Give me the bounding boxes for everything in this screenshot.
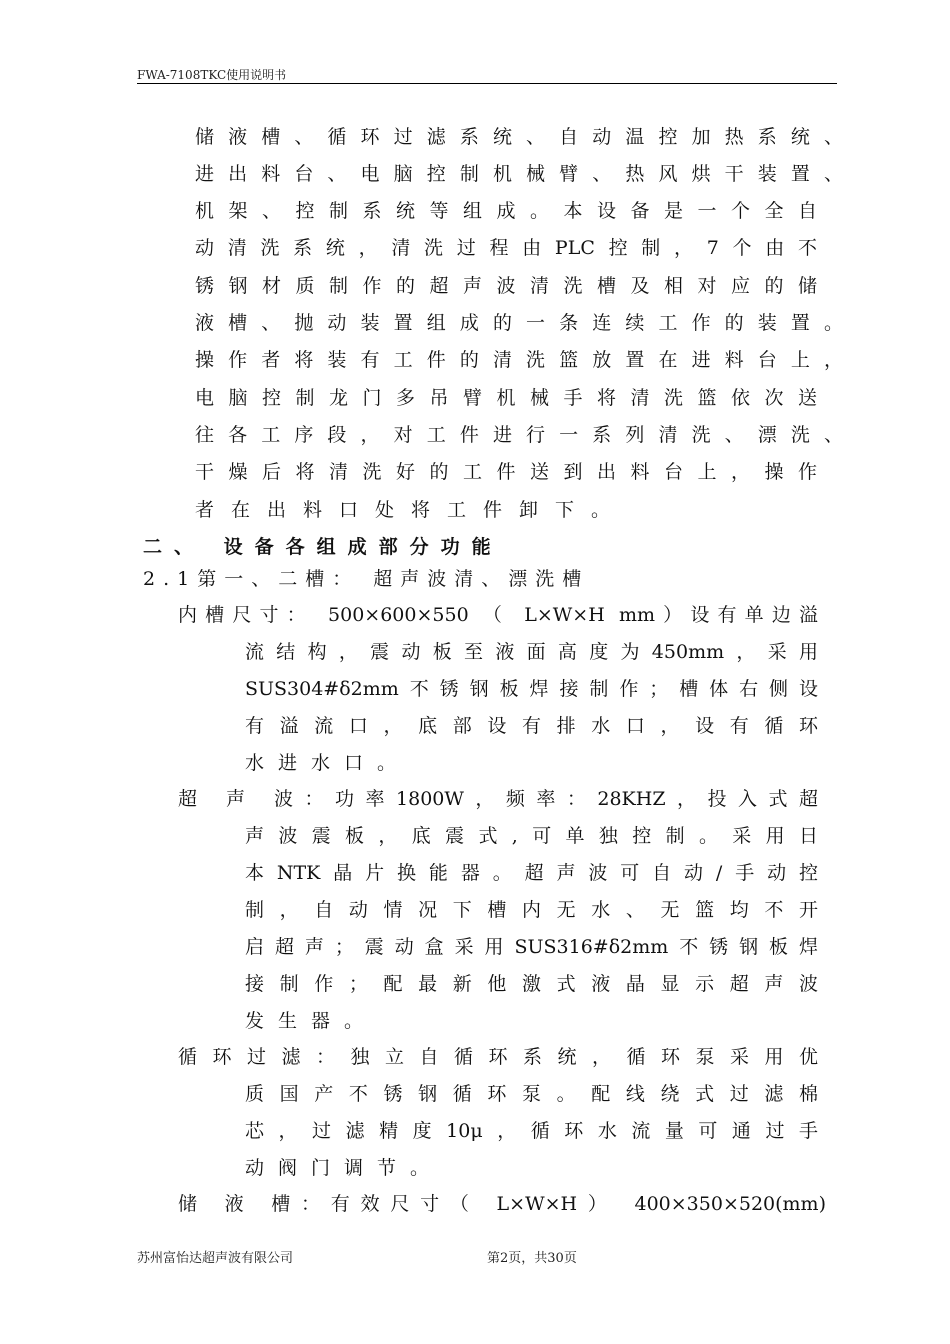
intro-line: 液槽、抛动装置组成的一条连续工作的装置。 — [195, 312, 843, 334]
inner-tank-line: 水进水口。 — [245, 752, 411, 774]
header-rule — [137, 83, 837, 84]
ultrasonic-line: 发生器。 — [245, 1010, 378, 1032]
inner-tank-line: 流结构，震动板至液面高度为450mm，采用 — [245, 641, 818, 663]
circulation-line: 动阀门调节。 — [245, 1157, 444, 1179]
circulation-line: 芯，过滤精度10μ，循环水流量可通过手 — [245, 1120, 818, 1142]
intro-line: 干燥后将清洗好的工件送到出料台上，操作 — [195, 461, 817, 483]
ultrasonic-line: 声波震板，底震式,可单独控制。采用日 — [245, 825, 818, 847]
circulation-line: 质国产不锈钢循环泵。配线绕式过滤棉 — [245, 1083, 818, 1105]
intro-line: 储液槽、循环过滤系统、自动温控加热系统、 — [195, 126, 843, 148]
intro-line: 往各工序段，对工件进行一系列清洗、漂洗、 — [195, 424, 843, 446]
intro-line: 进出料台、电脑控制机械臂、热风烘干装置、 — [195, 163, 843, 185]
circulation-line: 循环过滤：独立自循环系统，循环泵采用优 — [178, 1046, 818, 1068]
footer-company: 苏州富怡达超声波有限公司 — [137, 1251, 294, 1266]
inner-tank-line: SUS304#δ2mm不锈钢板焊接制作；槽体右侧设 — [245, 678, 818, 700]
subsection-heading: 2.1第一、二槽： 超声波清、漂洗槽 — [143, 568, 590, 590]
ultrasonic-line: 超 声 波：功率1800W，频率：28KHZ，投入式超 — [178, 788, 818, 810]
intro-line: 锈钢材质制作的超声波清洗槽及相对应的储 — [195, 275, 817, 297]
intro-line: 电脑控制龙门多吊臂机械手将清洗篮依次送 — [195, 387, 817, 409]
section-heading: 二、 设备各组成部分功能 — [143, 536, 503, 558]
inner-tank-line: 内槽尺寸： 500×600×550 （ L×W×H mm）设有单边溢 — [178, 604, 818, 626]
footer-page-number: 第2页，共30页 — [487, 1251, 577, 1266]
ultrasonic-line: 启超声；震动盒采用SUS316#δ2mm不锈钢板焊 — [245, 936, 818, 958]
inner-tank-line: 有溢流口，底部设有排水口，设有循环 — [245, 715, 818, 737]
intro-line: 者在出料口处将工件卸下。 — [195, 499, 628, 521]
ultrasonic-line: 接制作；配最新他激式液晶显示超声波 — [245, 973, 818, 995]
reservoir-line: 储 液 槽：有效尺寸（ L×W×H） 400×350×520(mm) — [178, 1193, 826, 1215]
ultrasonic-line: 本NTK晶片换能器。超声波可自动/手动控 — [245, 862, 818, 884]
intro-line: 机架、控制系统等组成。本设备是一个全自 — [195, 200, 817, 222]
document-header: FWA-7108TKC使用说明书 — [137, 68, 287, 82]
ultrasonic-line: 制，自动情况下槽内无水、无篮均不开 — [245, 899, 818, 921]
intro-line: 操作者将装有工件的清洗篮放置在进料台上， — [195, 349, 843, 371]
intro-line: 动清洗系统，清洗过程由PLC控制，7个由不 — [195, 237, 817, 259]
